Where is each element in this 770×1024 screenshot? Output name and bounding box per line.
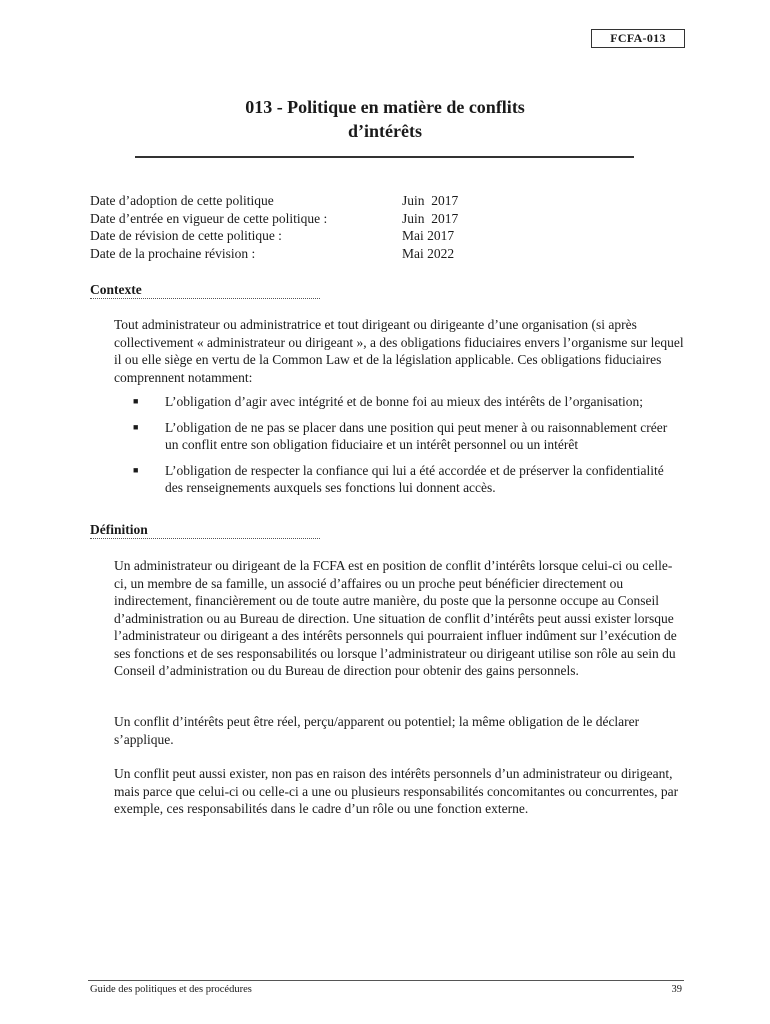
date-value: Mai 2017 [402, 228, 455, 243]
definition-paragraph-3: Un conflit peut aussi exister, non pas en raison des intérêts personnels d’un administrateur ou dirigeant, mais parce que celui-ci ou celle-ci a une ou plusieurs responsabilités concomitantes ou concurrentes, par exemple, ces responsabilités dans le cadre d’un rôle ou une fonction externe. [114, 766, 679, 816]
document-code: FCFA-013 [610, 31, 666, 45]
definition-paragraph-1: Un administrateur ou dirigeant de la FCFA est en position de conflit d’intérêts lorsque celui-ci ou celle-ci, un membre de sa famille, un associé d’affaires ou un proche peut bénéficier directement ou indirectement, financièrement ou de toute autre manière, du poste que la personne occupe au Conseil d’administration ou au Bureau de direction. Une situation de conflit d’intérêts peut aussi exister lorsque l’administrateur ou dirigeant a des intérêts personnels qui pourraient influer indûment sur l’exécution de ses fonctions et de ses responsabilités ou lorsque l’administrateur ou dirigeant utilise son rôle au sein du Conseil d’administration ou du Bureau de direction pour obtenir des gains personnels. [114, 558, 677, 678]
bullet-text: L’obligation de ne pas se placer dans une position qui peut mener à ou raisonnablement créer un conflit entre son obligation fiduciaire et un intérêt personnel ou un intérêt [165, 419, 668, 452]
date-label: Date de révision de cette politique : [90, 228, 282, 243]
date-label: Date d’entrée en vigueur de cette politique : [90, 210, 328, 226]
footer-divider [88, 980, 684, 981]
footer-guide-title: Guide des politiques et des procédures [90, 984, 252, 995]
list-item [130, 419, 680, 454]
title-line-2: d’intérêts [348, 121, 422, 141]
dates-table [90, 192, 458, 262]
section-heading-contexte: Contexte [90, 282, 320, 299]
document-code-box [591, 29, 685, 48]
bullet-text: L’obligation d’agir avec intégrité et de bonne foi au mieux des intérêts de l’organisation; [165, 394, 643, 409]
square-bullet-icon: ■ [133, 421, 139, 432]
contexte-paragraph: Tout administrateur ou administratrice et tout dirigeant ou dirigeante d’une organisation (si après collectivement « administrateur ou dirigeant », a des obligations fiduciaires envers l’organisme sur lequel il ou elle siège en vertu de la Common Law et de la législation applicable. Ces obligations fiduciaires comprennent notamment: [114, 317, 684, 385]
list-item [130, 393, 680, 411]
bullet-text: L’obligation de respecter la confiance qui lui a été accordée et de préserver la confidentialité des renseignements auxquels ses fonctions lui donnent accès. [165, 462, 664, 495]
page-number: 39 [671, 984, 682, 995]
date-value: Juin 2017 [402, 193, 459, 208]
definition-paragraph-2: Un conflit d’intérêts peut être réel, perçu/apparent ou potentiel; la même obligation de le déclarer s’applique. [114, 714, 640, 747]
contexte-bullet-list [130, 393, 680, 497]
square-bullet-icon: ■ [133, 464, 139, 475]
section-heading-definition: Définition [90, 522, 320, 539]
date-row-effective [90, 210, 458, 228]
page-title [0, 95, 770, 143]
title-line-1: 013 - Politique en matière de conflits [245, 97, 525, 117]
date-value: Mai 2022 [402, 245, 455, 261]
date-value: Juin 2017 [402, 210, 459, 226]
date-row-next-revision [90, 245, 458, 263]
date-row-revision [90, 227, 458, 245]
title-divider [135, 156, 634, 158]
list-item [130, 462, 680, 497]
square-bullet-icon: ■ [133, 396, 139, 406]
date-label: Date de la prochaine révision : [90, 245, 256, 261]
date-row-adoption [90, 192, 458, 210]
date-label: Date d’adoption de cette politique [90, 193, 274, 208]
